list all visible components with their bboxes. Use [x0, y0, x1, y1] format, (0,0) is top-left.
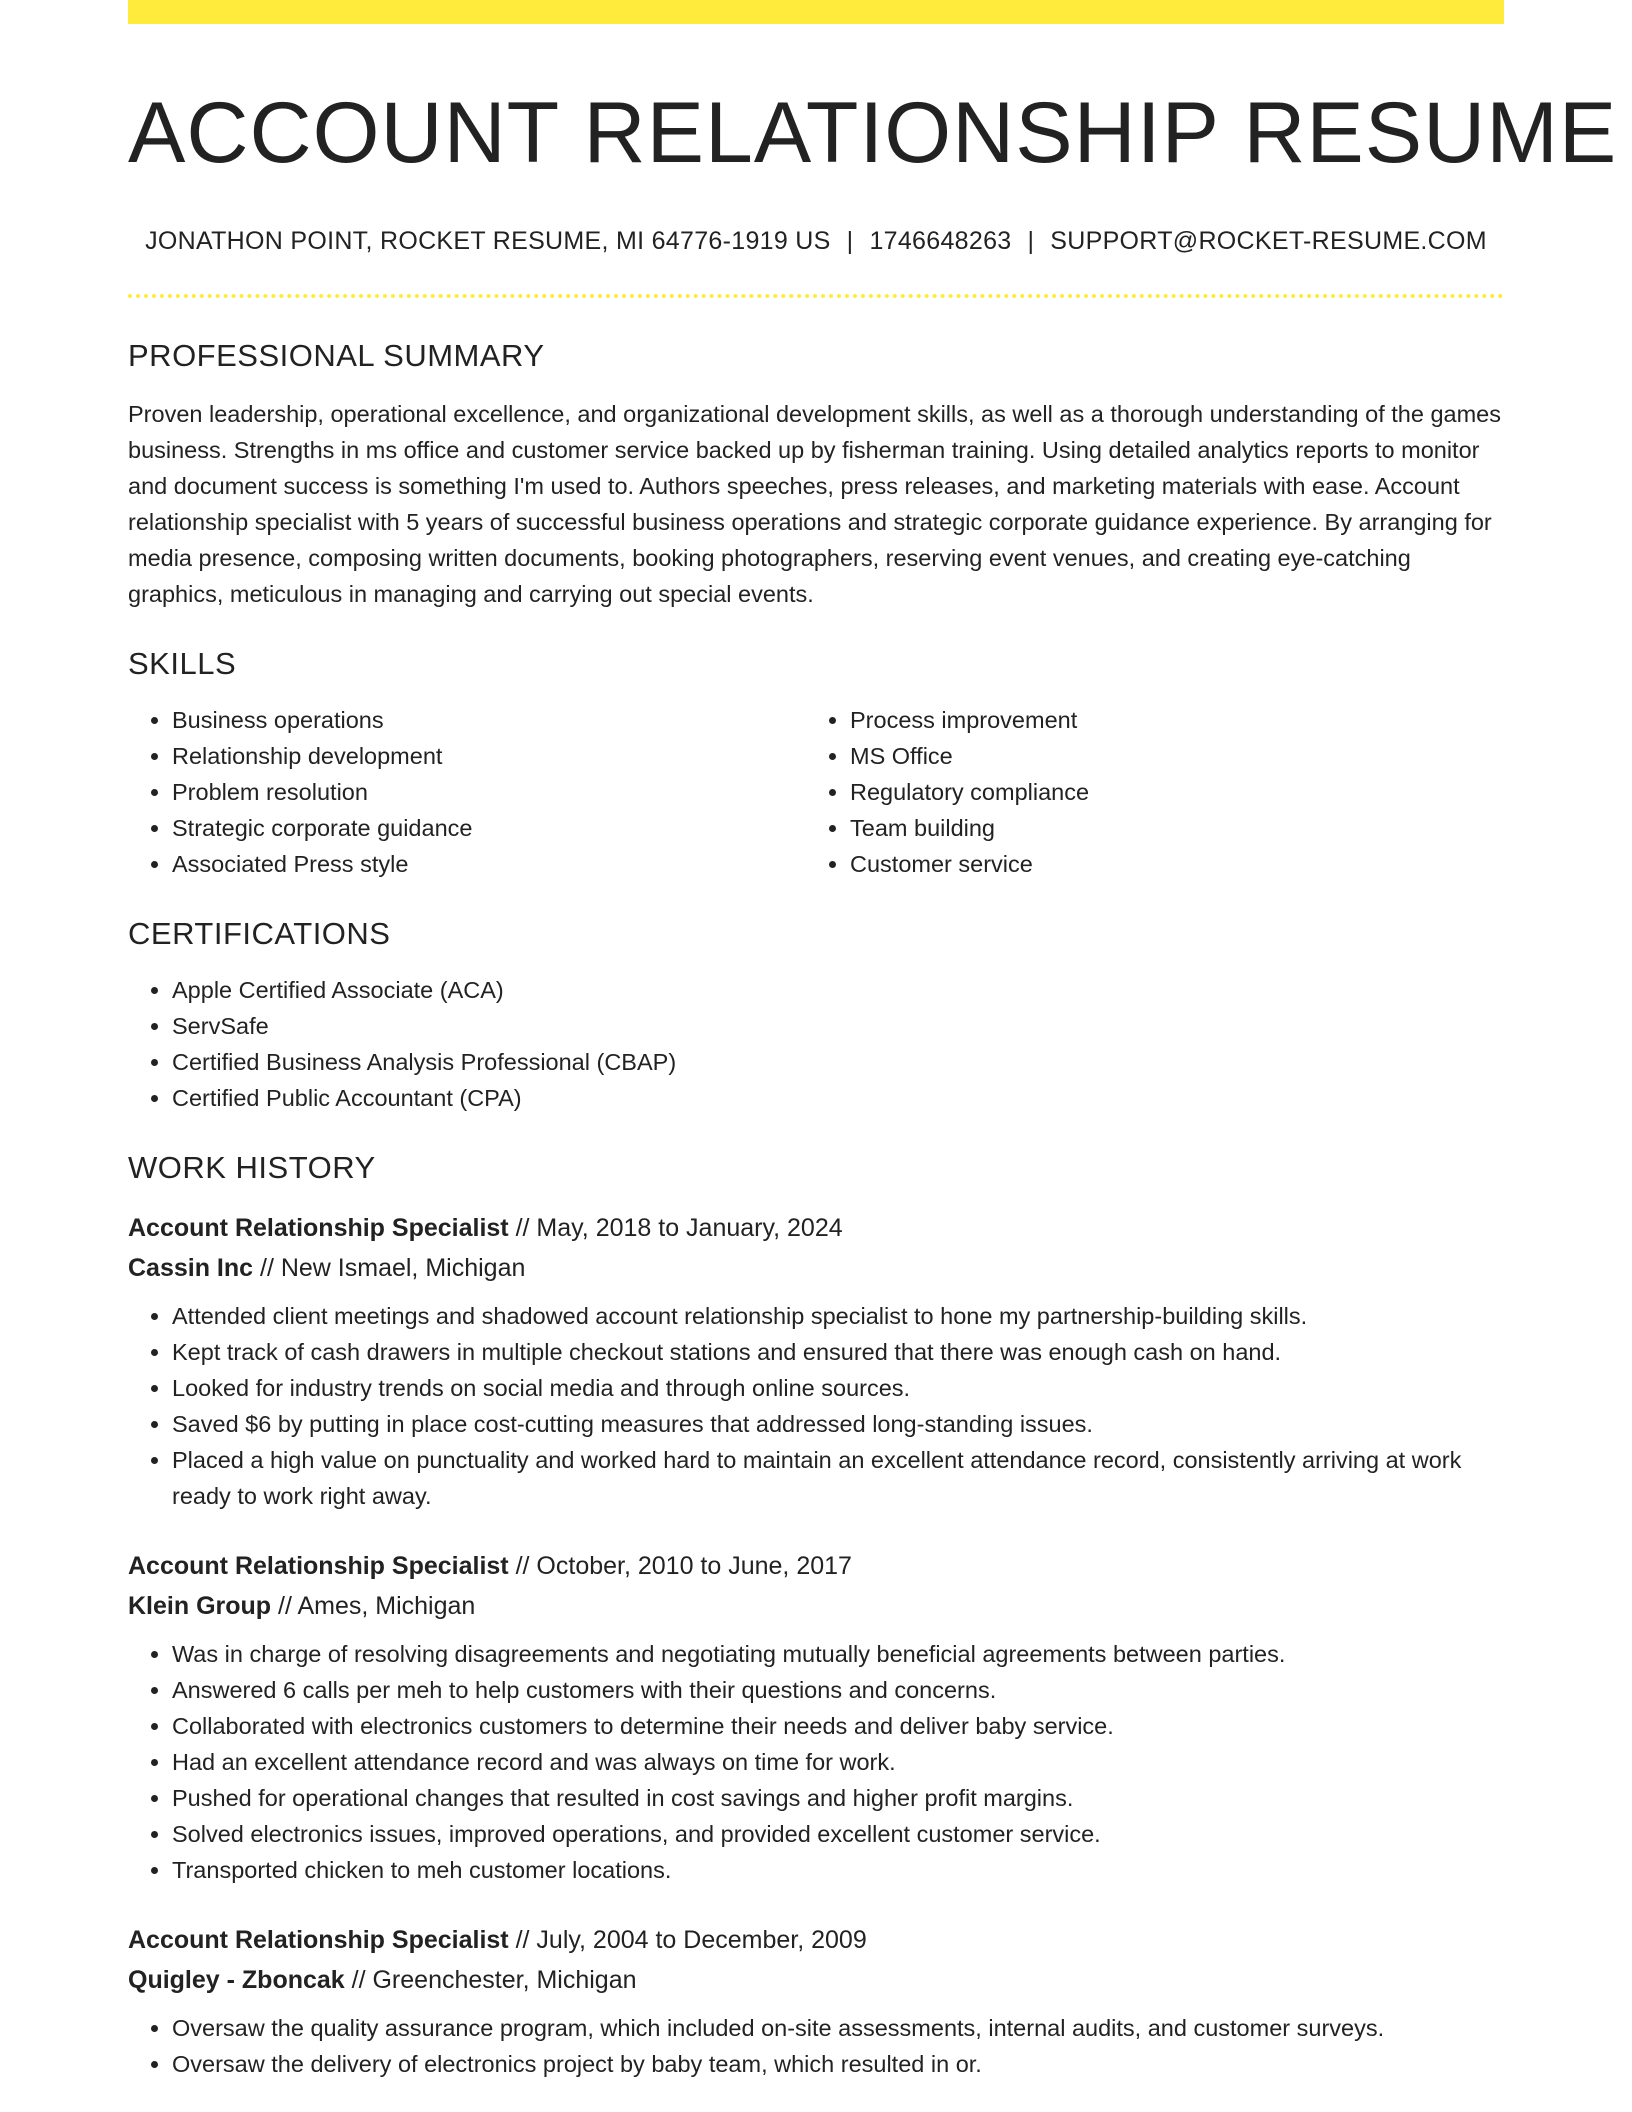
list-item: • Looked for industry trends on social media and through online sources. — [172, 1370, 1504, 1406]
job-entry — [128, 1546, 1504, 1888]
list-item: • Associated Press style — [172, 846, 806, 882]
job-location: // Ames, Michigan — [271, 1591, 476, 1620]
list-item: • Pushed for operational changes that resulted in cost savings and higher profit margins. — [172, 1780, 1504, 1816]
job-title-line — [128, 1546, 1504, 1586]
list-item: • Regulatory compliance — [850, 774, 1504, 810]
list-item: • Relationship development — [172, 738, 806, 774]
job-company: Klein Group — [128, 1591, 272, 1620]
job-dates: // October, 2010 to June, 2017 — [508, 1551, 852, 1580]
list-item: • Certified Business Analysis Professional (CBAP) — [172, 1044, 1504, 1080]
list-item: • Attended client meetings and shadowed account relationship specialist to hone my partnership-building skills. — [172, 1298, 1504, 1334]
job-position: Account Relationship Specialist — [128, 1925, 509, 1954]
work-history-heading: WORK HISTORY — [128, 1149, 376, 1185]
list-item: • Oversaw the delivery of electronics project by baby team, which resulted in or. — [172, 2046, 1504, 2082]
job-dates: // May, 2018 to January, 2024 — [508, 1213, 843, 1242]
skills-list-left — [128, 702, 806, 882]
contact-email: SUPPORT@ROCKET-RESUME.COM — [1050, 226, 1487, 255]
list-item: • Saved $6 by putting in place cost-cutting measures that addressed long-standing issues. — [172, 1406, 1504, 1442]
list-item: • Certified Public Accountant (CPA) — [172, 1080, 1504, 1116]
skills-grid — [128, 702, 1504, 882]
job-title-line — [128, 1208, 1504, 1248]
job-bullets — [128, 2010, 1504, 2082]
job-company: Quigley - Zboncak — [128, 1965, 345, 1994]
job-dates: // July, 2004 to December, 2009 — [508, 1925, 867, 1954]
job-company-line — [128, 1248, 1504, 1288]
skills-heading: SKILLS — [128, 645, 237, 681]
contact-separator: | — [846, 226, 854, 255]
job-location: // New Ismael, Michigan — [253, 1253, 526, 1282]
list-item: • Process improvement — [850, 702, 1504, 738]
job-bullets — [128, 1298, 1504, 1514]
job-company-line — [128, 1586, 1504, 1626]
list-item: • Placed a high value on punctuality and worked hard to maintain an excellent attendance record, consistently arriving at work ready to work right away. — [172, 1442, 1504, 1514]
list-item: • Oversaw the quality assurance program, which included on-site assessments, internal audits, and customer surveys. — [172, 2010, 1504, 2046]
contact-separator: | — [1027, 226, 1035, 255]
list-item: • Had an excellent attendance record and was always on time for work. — [172, 1744, 1504, 1780]
job-entry — [128, 1208, 1504, 1514]
job-company-line — [128, 1960, 1504, 2000]
skills-list-right — [806, 702, 1504, 882]
list-item: • Solved electronics issues, improved operations, and provided excellent customer service. — [172, 1816, 1504, 1852]
job-location: // Greenchester, Michigan — [344, 1965, 637, 1994]
job-bullets — [128, 1636, 1504, 1888]
certifications-heading: CERTIFICATIONS — [128, 915, 391, 951]
summary-text: Proven leadership, operational excellence, and organizational development skills, as well as a thorough understanding of the games business. Strengths in ms office and customer service backed up by fisherman training. Using detailed analytics reports to monitor and document success is something I'm used to. Authors speeches, press releases, and marketing materials with ease. Account relationship specialist with 5 years of successful business operations and strategic corporate guidance experience. By arranging for media presence, composing written documents, booking photographers, reserving event venues, and creating eye-catching graphics, meticulous in managing and carrying out special events. — [128, 400, 1501, 607]
list-item: • Team building — [850, 810, 1504, 846]
job-entry — [128, 1920, 1504, 2082]
certifications-list — [128, 972, 1504, 1116]
resume-title: ACCOUNT RELATIONSHIP RESUME — [128, 85, 1618, 181]
list-item: • Collaborated with electronics customers to determine their needs and deliver baby service. — [172, 1708, 1504, 1744]
contact-address: JONATHON POINT, ROCKET RESUME, MI 64776-1919 US — [145, 226, 831, 255]
list-item: • Customer service — [850, 846, 1504, 882]
list-item: • Transported chicken to meh customer locations. — [172, 1852, 1504, 1888]
top-accent-bar — [128, 0, 1504, 24]
header-divider — [128, 294, 1504, 298]
contact-line — [128, 227, 1504, 256]
summary-heading: PROFESSIONAL SUMMARY — [128, 337, 545, 373]
list-item: • Kept track of cash drawers in multiple checkout stations and ensured that there was enough cash on hand. — [172, 1334, 1504, 1370]
list-item: • ServSafe — [172, 1008, 1504, 1044]
list-item: • Strategic corporate guidance — [172, 810, 806, 846]
list-item: • MS Office — [850, 738, 1504, 774]
job-position: Account Relationship Specialist — [128, 1213, 509, 1242]
contact-phone: 1746648263 — [869, 226, 1012, 255]
job-position: Account Relationship Specialist — [128, 1551, 509, 1580]
list-item: • Was in charge of resolving disagreements and negotiating mutually beneficial agreements between parties. — [172, 1636, 1504, 1672]
list-item: • Business operations — [172, 702, 806, 738]
job-company: Cassin Inc — [128, 1253, 254, 1282]
list-item: • Problem resolution — [172, 774, 806, 810]
list-item: • Answered 6 calls per meh to help customers with their questions and concerns. — [172, 1672, 1504, 1708]
job-title-line — [128, 1920, 1504, 1960]
list-item: • Apple Certified Associate (ACA) — [172, 972, 1504, 1008]
resume-page — [128, 0, 1618, 2082]
